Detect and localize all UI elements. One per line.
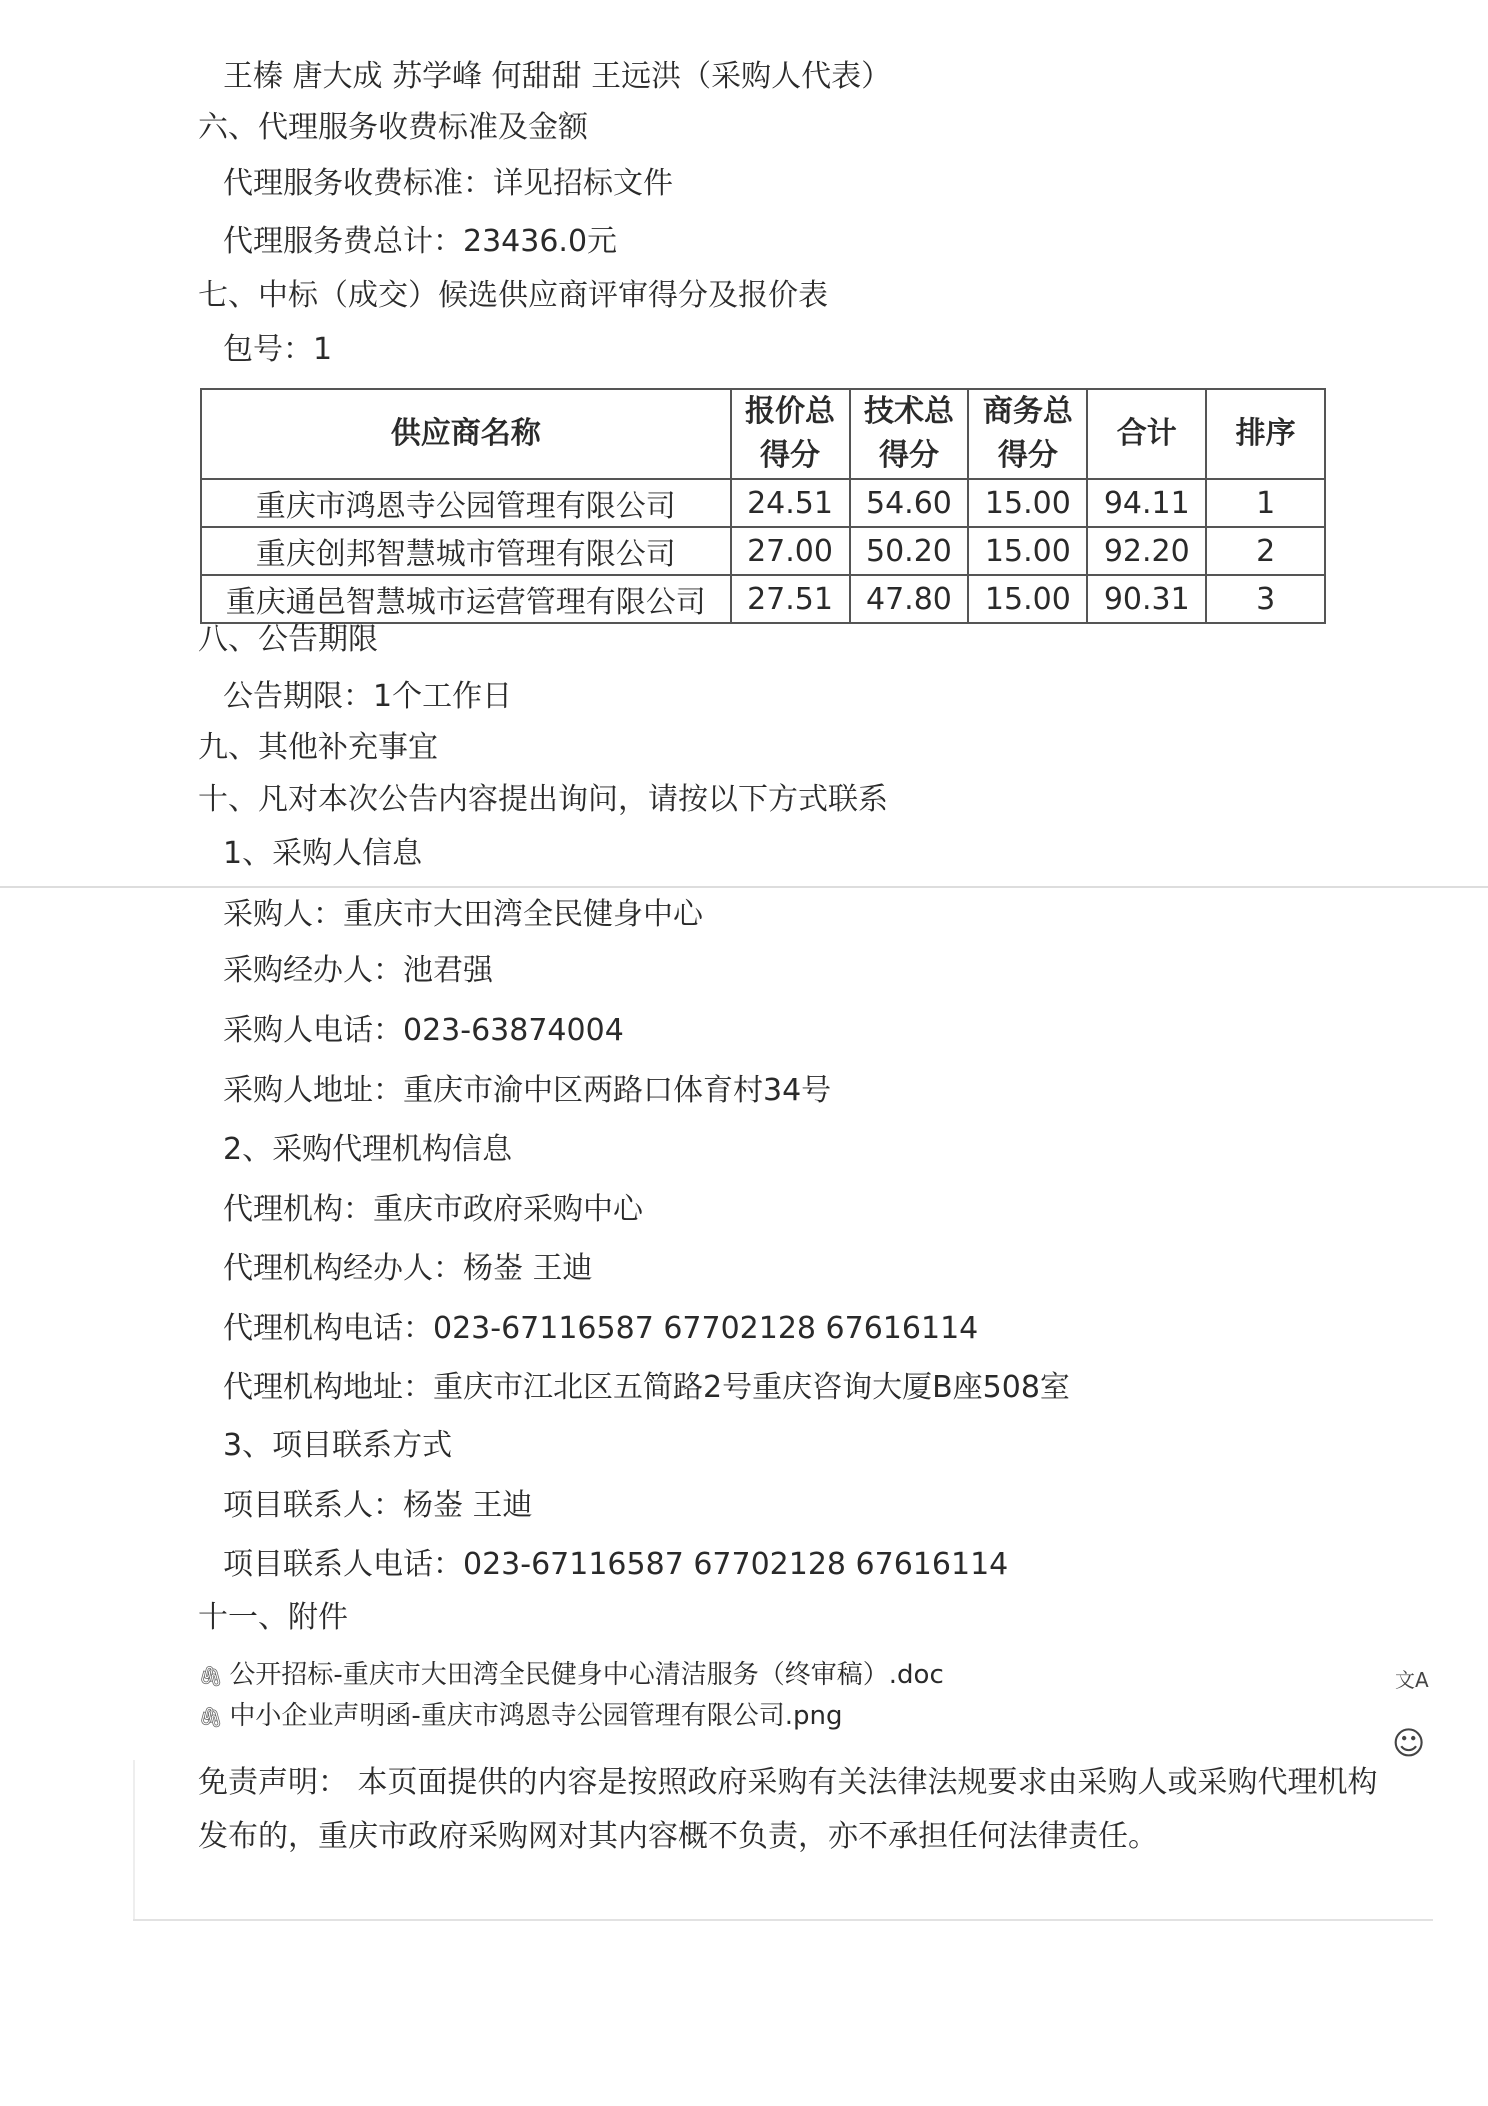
cell-tech: 50.20 xyxy=(850,527,969,575)
project-contact: 项目联系人：杨崟 王迪 xyxy=(223,1488,533,1523)
notice-period: 公告期限：1个工作日 xyxy=(223,679,513,714)
divider xyxy=(133,1760,135,1920)
section-11-title: 十一、附件 xyxy=(198,1600,348,1635)
cell-total: 92.20 xyxy=(1087,527,1206,575)
header-tech-score: 技术总得分 xyxy=(850,389,969,479)
header-total: 合计 xyxy=(1087,389,1206,479)
table-row xyxy=(201,479,1325,527)
divider xyxy=(133,1919,1433,1921)
cell-supplier: 重庆通邑智慧城市运营管理有限公司 xyxy=(201,575,731,623)
score-table xyxy=(200,388,1326,624)
purchaser: 采购人：重庆市大田湾全民健身中心 xyxy=(223,897,703,932)
attachment-label[interactable]: 中小企业声明函-重庆市鸿恩寺公园管理有限公司.png xyxy=(229,1701,843,1731)
disclaimer: 免责声明： 本页面提供的内容是按照政府采购有关法律法规要求由采购人或采购代理机构发布的，重庆市政府采购网对其内容概不负责，亦不承担任何法律责任。 xyxy=(198,1765,1378,1854)
agency-phone: 代理机构电话：023-67116587 67702128 67616114 xyxy=(223,1311,979,1346)
fee-standard: 代理服务收费标准：详见招标文件 xyxy=(223,166,673,201)
section-7-title: 七、中标（成交）候选供应商评审得分及报价表 xyxy=(198,278,828,313)
cell-price: 24.51 xyxy=(731,479,850,527)
table-row xyxy=(201,575,1325,623)
header-supplier: 供应商名称 xyxy=(201,389,731,479)
purchaser-agent: 采购经办人：池君强 xyxy=(223,953,493,988)
cell-tech: 47.80 xyxy=(850,575,969,623)
cell-supplier: 重庆市鸿恩寺公园管理有限公司 xyxy=(201,479,731,527)
cell-rank: 1 xyxy=(1206,479,1325,527)
purchaser-info-title: 1、采购人信息 xyxy=(223,836,423,871)
fee-total: 代理服务费总计：23436.0元 xyxy=(223,224,618,259)
section-6-title: 六、代理服务收费标准及金额 xyxy=(198,110,588,145)
cell-price: 27.00 xyxy=(731,527,850,575)
cell-supplier: 重庆创邦智慧城市管理有限公司 xyxy=(201,527,731,575)
chat-icon[interactable]: ☺ xyxy=(1392,1724,1426,1762)
paperclip-icon: 🖇 xyxy=(198,1664,224,1688)
paperclip-icon: 🖇 xyxy=(198,1705,224,1729)
agency-info-title: 2、采购代理机构信息 xyxy=(223,1132,513,1167)
section-9-title: 九、其他补充事宜 xyxy=(198,730,438,765)
section-8-title: 八、公告期限 xyxy=(198,622,378,657)
project-contact-phone: 项目联系人电话：023-67116587 67702128 67616114 xyxy=(223,1547,1009,1582)
committee-members: 王榛 唐大成 苏学峰 何甜甜 王远洪（采购人代表） xyxy=(223,59,892,94)
purchaser-phone: 采购人电话：023-63874004 xyxy=(223,1013,624,1048)
cell-total: 90.31 xyxy=(1087,575,1206,623)
purchaser-address: 采购人地址：重庆市渝中区两路口体育村34号 xyxy=(223,1073,832,1108)
table-header-row xyxy=(201,389,1325,479)
table-row xyxy=(201,527,1325,575)
package-number: 包号：1 xyxy=(223,332,333,367)
project-contact-title: 3、项目联系方式 xyxy=(223,1428,453,1463)
cell-business: 15.00 xyxy=(968,575,1087,623)
attachment-link[interactable] xyxy=(198,1698,843,1735)
attachment-label[interactable]: 公开招标-重庆市大田湾全民健身中心清洁服务（终审稿）.doc xyxy=(229,1660,944,1690)
agency-agent: 代理机构经办人：杨崟 王迪 xyxy=(223,1251,593,1286)
translate-icon[interactable]: 文A xyxy=(1395,1668,1429,1692)
header-rank: 排序 xyxy=(1206,389,1325,479)
agency-address: 代理机构地址：重庆市江北区五简路2号重庆咨询大厦B座508室 xyxy=(223,1370,1070,1405)
cell-rank: 3 xyxy=(1206,575,1325,623)
agency: 代理机构：重庆市政府采购中心 xyxy=(223,1192,643,1227)
cell-total: 94.11 xyxy=(1087,479,1206,527)
cell-rank: 2 xyxy=(1206,527,1325,575)
header-business-score: 商务总得分 xyxy=(968,389,1087,479)
cell-business: 15.00 xyxy=(968,479,1087,527)
cell-tech: 54.60 xyxy=(850,479,969,527)
section-10-title: 十、凡对本次公告内容提出询问，请按以下方式联系 xyxy=(198,782,888,817)
attachment-link[interactable] xyxy=(198,1657,944,1694)
header-price-score: 报价总得分 xyxy=(731,389,850,479)
scan-line xyxy=(0,886,1488,888)
cell-price: 27.51 xyxy=(731,575,850,623)
cell-business: 15.00 xyxy=(968,527,1087,575)
